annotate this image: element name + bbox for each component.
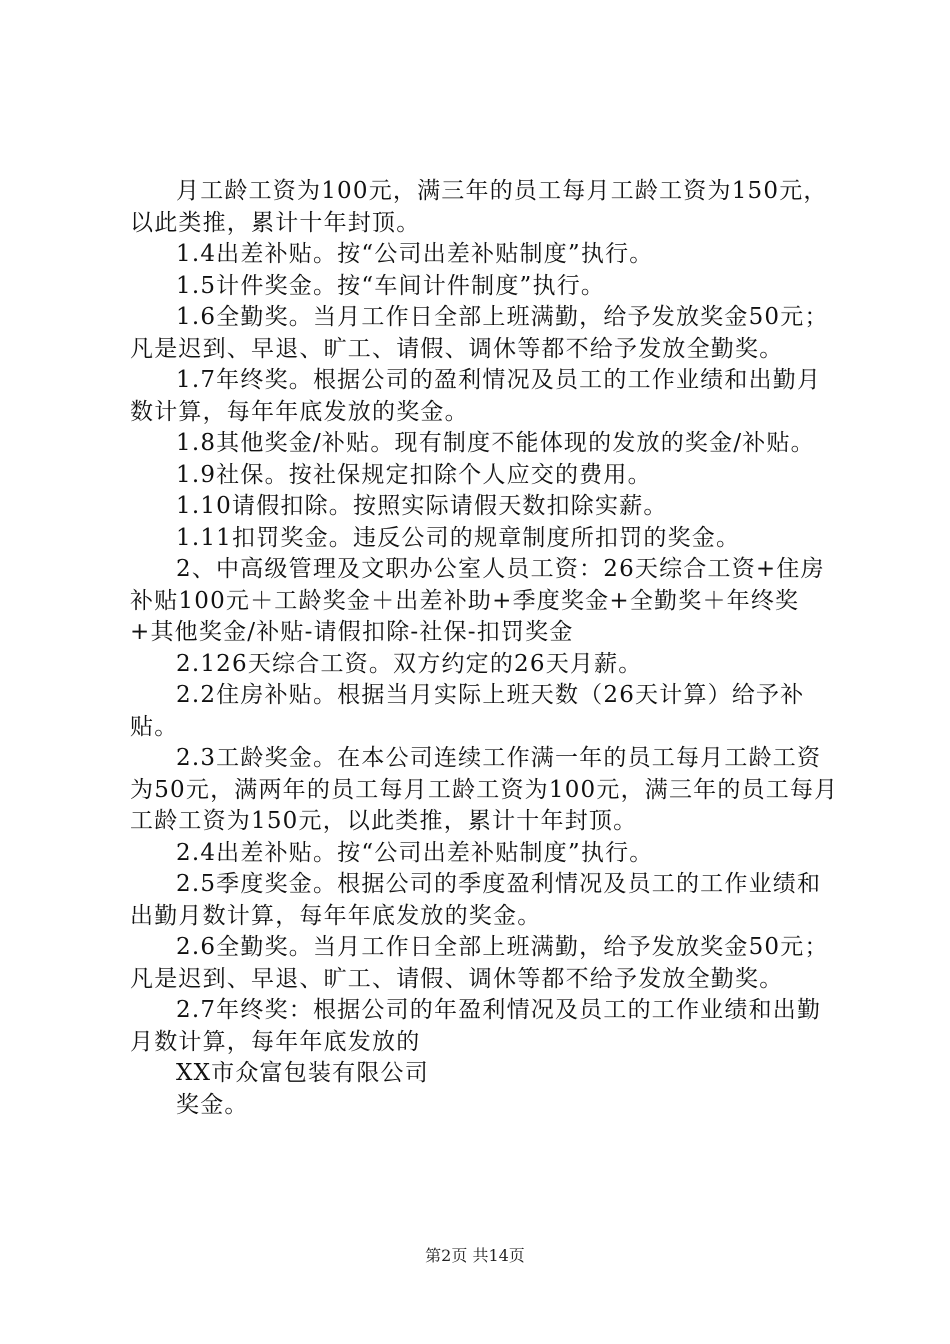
paragraph: 月工龄工资为100元，满三年的员工每月工龄工资为150元，以此类推，累计十年封顶。 — [130, 178, 828, 236]
paragraph: 2.3工龄奖金。在本公司连续工作满一年的员工每月工龄工资为50元，满两年的员工每月工龄工资为100元，满三年的员工每月工龄工资为150元，以此类推，累计十年封顶。 — [130, 745, 839, 834]
paragraph: 奖金。 — [176, 1091, 249, 1118]
paragraph: 1.5计件奖金。按“车间计件制度”执行。 — [176, 272, 606, 299]
paragraph: 1.8其他奖金/补贴。现有制度不能体现的发放的奖金/补贴。 — [176, 430, 815, 456]
paragraph: 1.4出差补贴。按“公司出差补贴制度”执行。 — [176, 241, 654, 267]
paragraph: 1.6全勤奖。当月工作日全部上班满勤，给予发放奖金50元；凡是迟到、早退、旷工、请假、调休等都不给予发放全勤奖。 — [130, 304, 829, 362]
paragraph: 2.4出差补贴。按“公司出差补贴制度”执行。 — [176, 839, 654, 866]
paragraph: 2、中高级管理及文职办公室人员工资：26天综合工资+住房补贴100元＋工龄奖金＋出差补助+季度奖金+全勤奖＋年终奖+其他奖金/补贴-请假扣除-社保-扣罚奖金 — [130, 556, 825, 645]
paragraph: 2.2住房补贴。根据当月实际上班天数（26天计算）给予补贴。 — [130, 682, 805, 740]
paragraph: 2.5季度奖金。根据公司的季度盈利情况及员工的工作业绩和出勤月数计算，每年年底发放的奖金。 — [130, 871, 822, 929]
company-name: XX市众富包装有限公司 — [176, 1060, 429, 1086]
paragraph: 2.7年终奖：根据公司的年盈利情况及员工的工作业绩和出勤月数计算，每年年底发放的 — [130, 997, 822, 1055]
paragraph: 2.126天综合工资。双方约定的26天月薪。 — [176, 650, 643, 677]
page-number-footer: 第2页 共14页 — [425, 1246, 525, 1265]
paragraph: 2.6全勤奖。当月工作日全部上班满勤，给予发放奖金50元；凡是迟到、早退、旷工、请假、调休等都不给予发放全勤奖。 — [130, 934, 829, 992]
paragraph: 1.9社保。按社保规定扣除个人应交的费用。 — [176, 461, 652, 488]
document-body — [130, 176, 840, 1121]
paragraph: 1.10请假扣除。按照实际请假天数扣除实薪。 — [176, 493, 668, 519]
paragraph: 1.11扣罚奖金。违反公司的规章制度所扣罚的奖金。 — [176, 524, 741, 551]
paragraph: 1.7年终奖。根据公司的盈利情况及员工的工作业绩和出勤月数计算，每年年底发放的奖金。 — [130, 367, 822, 425]
